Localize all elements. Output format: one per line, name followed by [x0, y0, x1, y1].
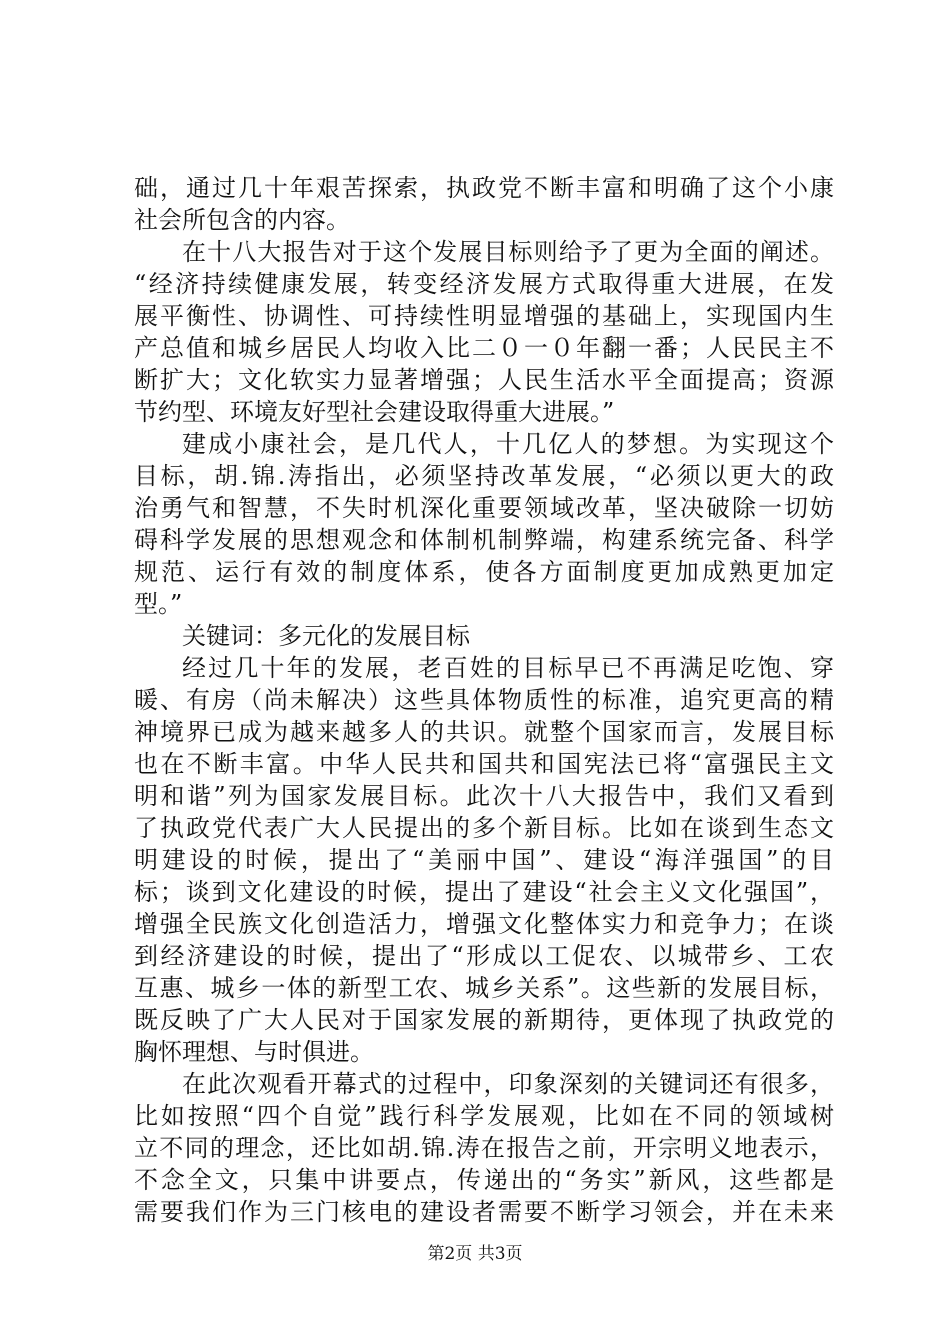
text-line: 立不同的理念，还比如胡.锦.涛在报告之前，开宗明义地表示， — [134, 1134, 834, 1162]
text-line: 增强全民族文化创造活力，增强文化整体实力和竞争力；在谈 — [134, 910, 834, 938]
text-line: 神境界已成为越来越多人的共识。就整个国家而言，发展目标 — [134, 718, 834, 746]
text-line: 比如按照“四个自觉”践行科学发展观，比如在不同的领域树 — [134, 1102, 834, 1130]
page-number-footer: 第2页 共3页 — [427, 1244, 523, 1264]
text-line: 了执政党代表广大人民提出的多个新目标。比如在谈到生态文 — [134, 814, 834, 842]
text-line: 治勇气和智慧，不失时机深化重要领域改革，坚决破除一切妨 — [134, 494, 834, 522]
text-line: 也在不断丰富。中华人民共和国共和国宪法已将“富强民主文 — [134, 750, 834, 778]
text-line: 胸怀理想、与时俱进。 — [134, 1038, 374, 1066]
text-line: 断扩大；文化软实力显著增强；人民生活水平全面提高；资源 — [134, 366, 834, 394]
text-line: 在十八大报告对于这个发展目标则给予了更为全面的阐述。 — [182, 238, 834, 266]
text-line: 经过几十年的发展，老百姓的目标早已不再满足吃饱、穿 — [182, 654, 834, 682]
text-line: 节约型、环境友好型社会建设取得重大进展。” — [134, 398, 615, 426]
text-line: 碍科学发展的思想观念和体制机制弊端，构建系统完备、科学 — [134, 526, 834, 554]
text-line: 展平衡性、协调性、可持续性明显增强的基础上，实现国内生 — [134, 302, 834, 330]
text-line: 不念全文，只集中讲要点，传递出的“务实”新风，这些都是 — [134, 1166, 834, 1194]
keyword-heading: 关键词：多元化的发展目标 — [182, 622, 470, 650]
text-line: 明和谐”列为国家发展目标。此次十八大报告中，我们又看到 — [134, 782, 834, 810]
text-line: 在此次观看开幕式的过程中，印象深刻的关键词还有很多， — [182, 1070, 834, 1098]
text-line: 到经济建设的时候，提出了“形成以工促农、以城带乡、工农 — [134, 942, 834, 970]
text-line: 互惠、城乡一体的新型工农、城乡关系”。这些新的发展目标， — [134, 974, 834, 1002]
text-line: 需要我们作为三门核电的建设者需要不断学习领会，并在未来 — [134, 1198, 834, 1226]
text-line: 暖、有房（尚未解决）这些具体物质性的标准，追究更高的精 — [134, 686, 834, 714]
text-line: 社会所包含的内容。 — [134, 206, 350, 234]
text-line: 型。” — [134, 590, 183, 618]
text-line: 明建设的时候，提出了“美丽中国”、建设“海洋强国”的目 — [134, 846, 834, 874]
text-line: 产总值和城乡居民人均收入比二０一０年翻一番；人民民主不 — [134, 334, 834, 362]
text-line: 既反映了广大人民对于国家发展的新期待，更体现了执政党的 — [134, 1006, 834, 1034]
text-line: 础，通过几十年艰苦探索，执政党不断丰富和明确了这个小康 — [134, 174, 834, 202]
document-body — [134, 172, 834, 1228]
text-line: 规范、运行有效的制度体系，使各方面制度更加成熟更加定 — [134, 558, 834, 586]
text-line: 建成小康社会，是几代人，十几亿人的梦想。为实现这个 — [182, 430, 834, 458]
text-line: “经济持续健康发展，转变经济发展方式取得重大进展，在发 — [134, 270, 834, 298]
text-line: 目标，胡.锦.涛指出，必须坚持改革发展，“必须以更大的政 — [134, 462, 834, 490]
text-line: 标；谈到文化建设的时候，提出了建设“社会主义文化强国”， — [134, 878, 834, 906]
